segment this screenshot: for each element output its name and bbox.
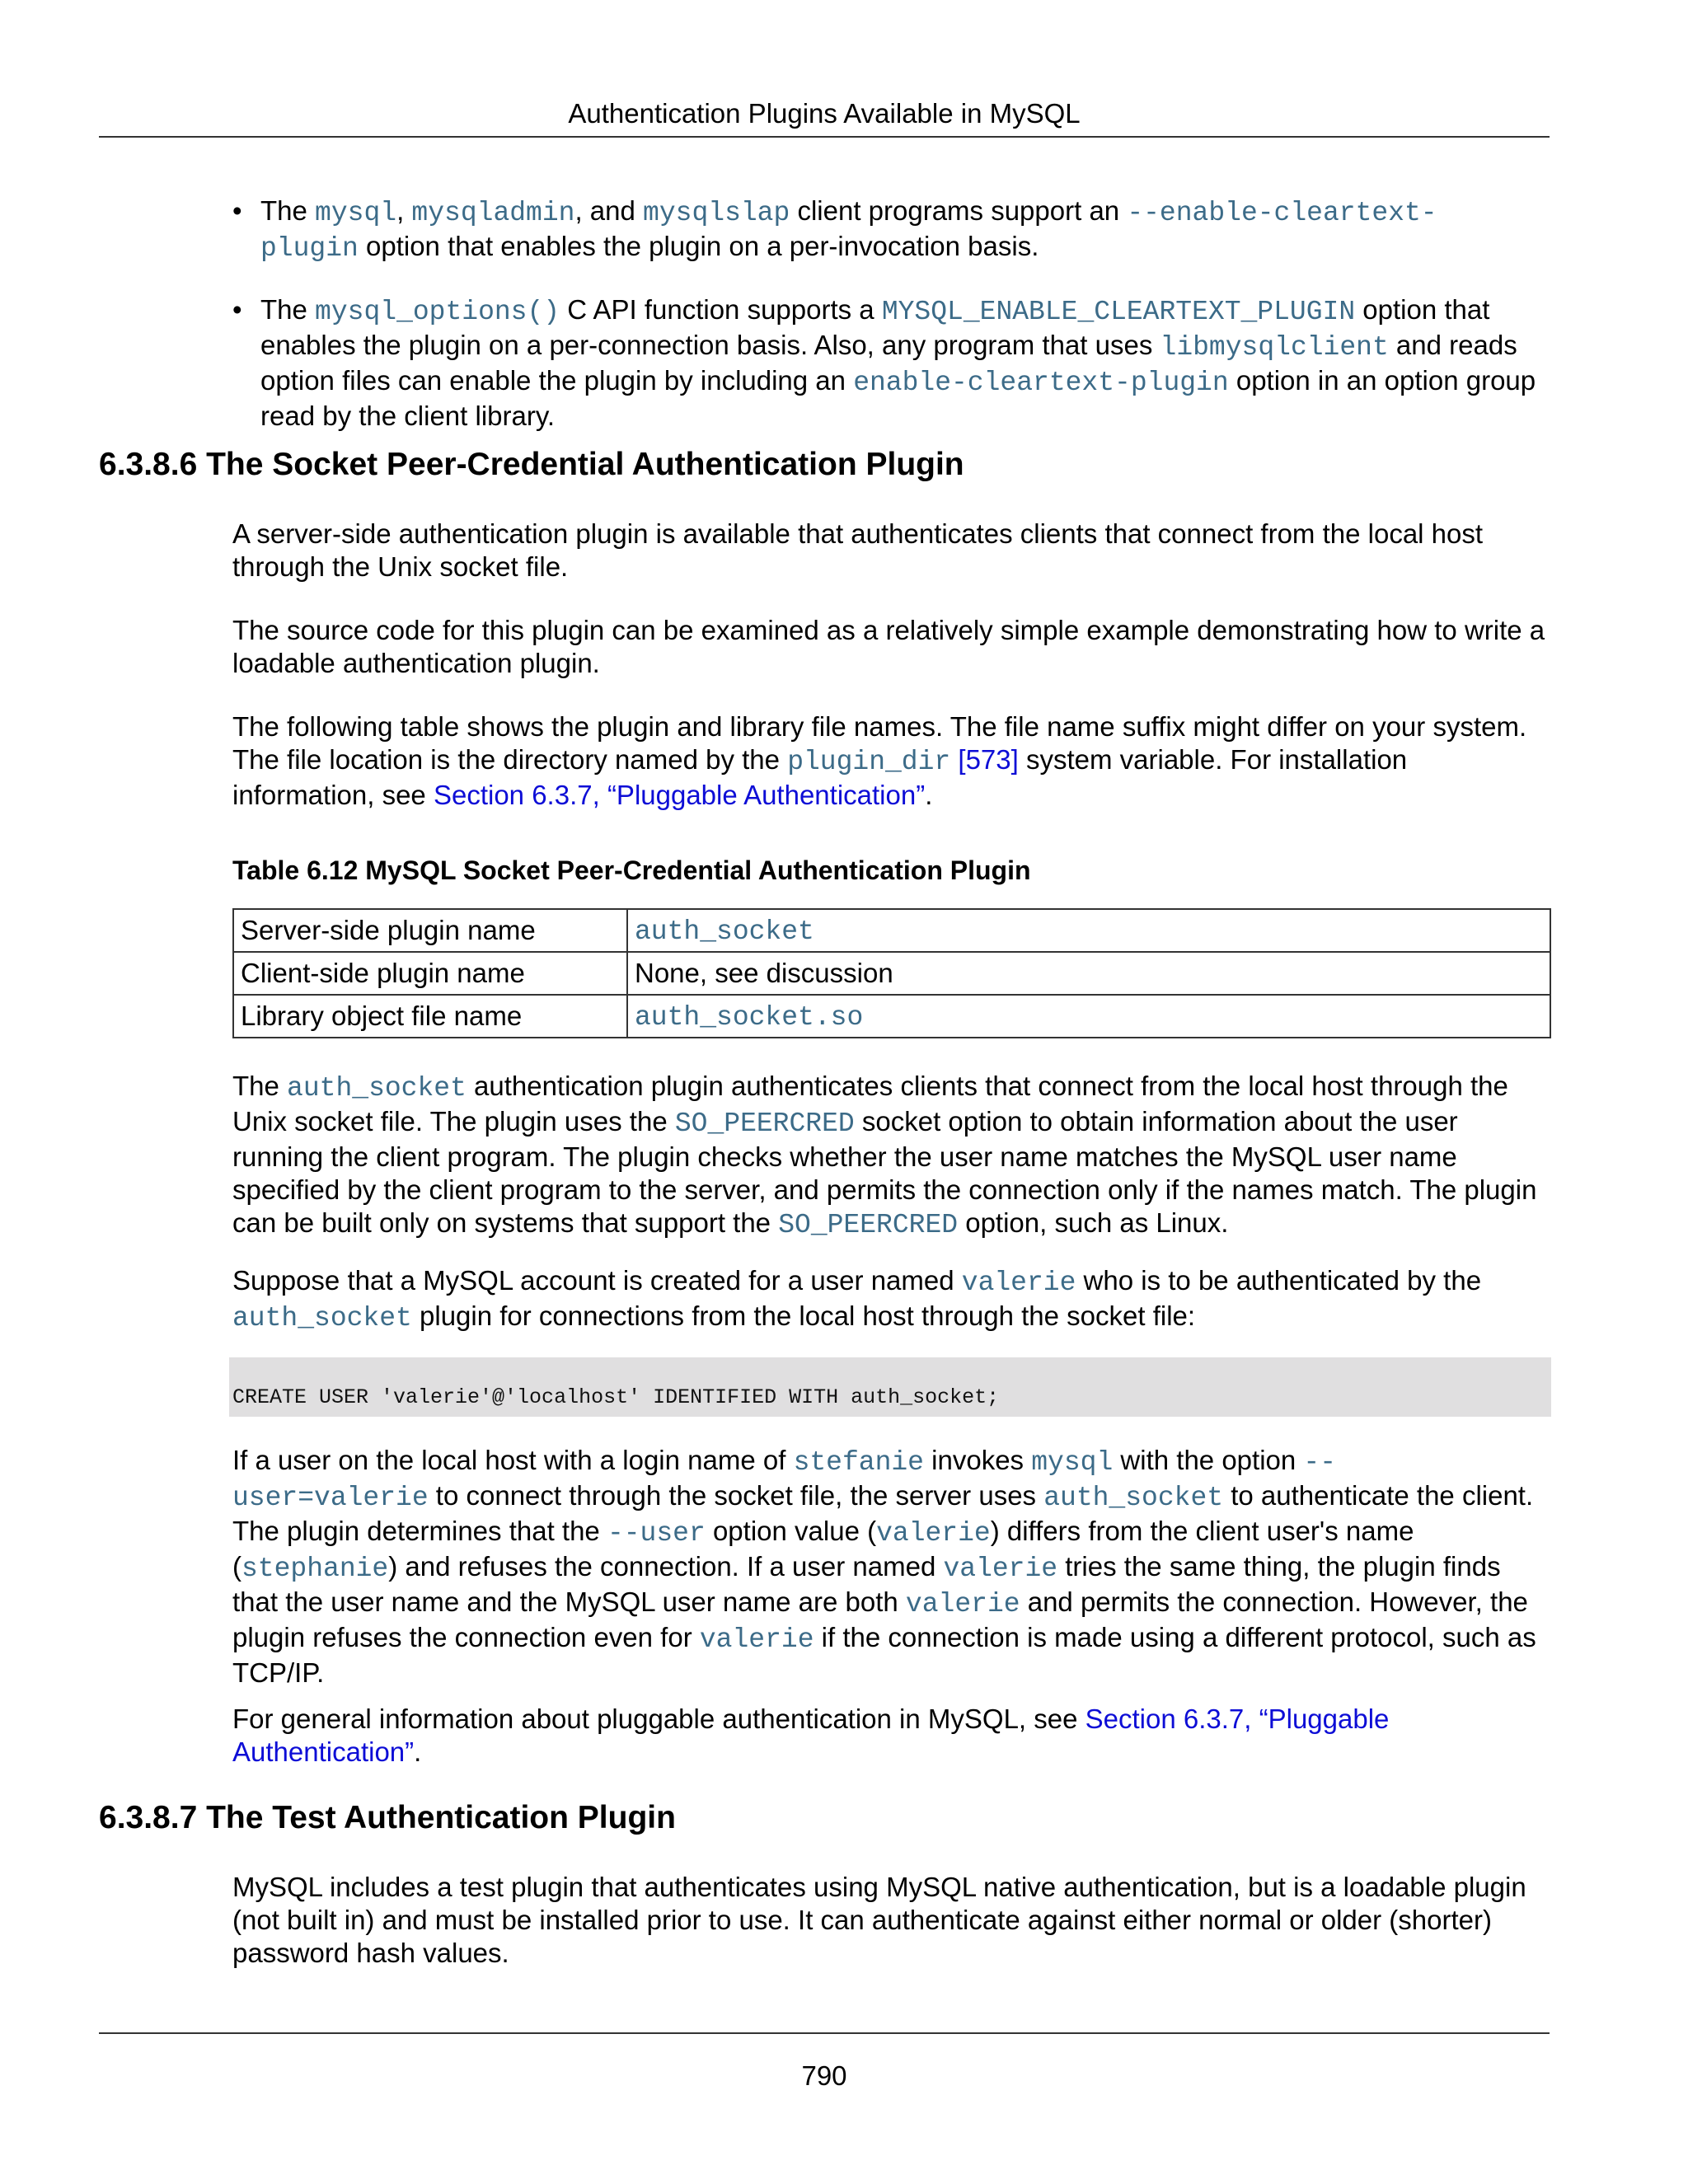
- code-auth-socket-link[interactable]: auth_socket: [1043, 1483, 1224, 1513]
- section-heading: 6.3.8.6 The Socket Peer-Credential Authentication Plugin: [99, 447, 964, 482]
- plugin-info-table: [232, 908, 1551, 1038]
- paragraph: If a user on the local host with a login name of stefanie invokes mysql with the option -- user=valerie to connect through the socket file, the server uses auth_socket to authenticate the client. The plugin determines that the --user option value (valerie) differs from the client user's name (stephanie) and refuses the connection. If a user named valerie tries the same thing, the plugin finds that the user name and the MySQL user name are both valerie and permits the connection. However, the plugin refuses the connection even for valerie if the connection is made using a different protocol, such as TCP/IP.: [232, 1445, 1536, 1688]
- code-user-option-link[interactable]: --user: [607, 1518, 706, 1549]
- code-enable-cleartext-option-link-cont[interactable]: plugin: [260, 233, 359, 264]
- paragraph: The source code for this plugin can be examined as a relatively simple example demonstrating how to write a loadable authentication plugin.: [232, 615, 1545, 678]
- code-cleartext-constant-link[interactable]: MYSQL_ENABLE_CLEARTEXT_PLUGIN: [881, 297, 1356, 327]
- table-cell-value[interactable]: auth_socket.so: [635, 1002, 864, 1033]
- table-row: [233, 995, 1550, 1038]
- list-item: • The mysql, mysqladmin, and mysqlslap client programs support an --enable-cleartext- plugin option that enables the plugin on a per-invocation basis.: [232, 195, 1437, 264]
- table-cell-key: Server-side plugin name: [233, 909, 627, 952]
- page-number: 790: [801, 2060, 847, 2091]
- section-link-pluggable-auth[interactable]: Section 6.3.7, “Pluggable Authentication”: [433, 780, 926, 810]
- code-block: CREATE USER 'valerie'@'localhost' IDENTIFIED WITH auth_socket;: [229, 1357, 1551, 1417]
- section-heading: 6.3.8.7 The Test Authentication Plugin: [99, 1800, 676, 1835]
- code-mysqladmin-link[interactable]: mysqladmin: [411, 198, 575, 228]
- table-cell-key: Library object file name: [233, 995, 627, 1038]
- code-so-peercred-link[interactable]: SO_PEERCRED: [674, 1108, 855, 1139]
- code-mysql-link[interactable]: mysql: [315, 198, 397, 228]
- header-rule: [99, 136, 1550, 138]
- code-valerie: valerie: [876, 1518, 991, 1549]
- table-cell-value[interactable]: auth_socket: [635, 916, 814, 947]
- code-so-peercred-link[interactable]: SO_PEERCRED: [778, 1210, 959, 1240]
- code-valerie: valerie: [961, 1268, 1076, 1298]
- footer-rule: [99, 2032, 1550, 2034]
- code-mysqlslap-link[interactable]: mysqlslap: [643, 198, 790, 228]
- table-cell-key: Client-side plugin name: [233, 952, 627, 995]
- section-link-pluggable-auth[interactable]: Section 6.3.7, “Pluggable Authentication”: [232, 1704, 1390, 1767]
- code-user-option-link[interactable]: --: [1303, 1447, 1337, 1478]
- code-enable-cleartext-plugin-link[interactable]: enable-cleartext-plugin: [853, 368, 1229, 398]
- paragraph: Suppose that a MySQL account is created for a user named valerie who is to be authenticated by the auth_socket plugin for connections from the local host through the socket file:: [232, 1265, 1482, 1333]
- running-header: Authentication Plugins Available in MySQL: [568, 98, 1081, 129]
- paragraph: For general information about pluggable authentication in MySQL, see Section 6.3.7, “Pluggable Authentication”.: [232, 1704, 1390, 1767]
- paragraph: MySQL includes a test plugin that authenticates using MySQL native authentication, but is a loadable plugin (not built in) and must be installed prior to use. It can authenticate against either normal or older (shorter) password hash values.: [232, 1872, 1526, 1968]
- code-valerie: valerie: [943, 1554, 1058, 1584]
- code-libmysqlclient-link[interactable]: libmysqlclient: [1160, 332, 1389, 363]
- bullet-dot: •: [232, 294, 242, 325]
- code-auth-socket-link[interactable]: auth_socket: [232, 1303, 412, 1333]
- list-item: • The mysql_options() C API function supports a MYSQL_ENABLE_CLEARTEXT_PLUGIN option that enables the plugin on a per-connection basis. Also, any program that uses libmysqlclient and reads option files can enable the plugin by including an enable-cleartext-plugin option in an option group read by the client library.: [232, 294, 1536, 431]
- code-stefanie: stefanie: [793, 1447, 924, 1478]
- table-row: [233, 909, 1550, 952]
- bullet-dot: •: [232, 195, 242, 226]
- page-ref-link[interactable]: [573]: [958, 744, 1019, 775]
- code-mysql-options-link[interactable]: mysql_options(): [315, 297, 560, 327]
- code-stephanie: stephanie: [241, 1554, 389, 1584]
- table-row: [233, 952, 1550, 995]
- paragraph: The auth_socket authentication plugin authenticates clients that connect from the local host through the Unix socket file. The plugin uses the SO_PEERCRED socket option to obtain information about the user running the client program. The plugin checks whether the user name matches the MySQL user name specified by the client program to the server, and permits the connection only if the names match. The plugin can be built only on systems that support the SO_PEERCRED option, such as Linux.: [232, 1071, 1537, 1240]
- table-cell-value: None, see discussion: [627, 952, 1550, 995]
- code-auth-socket-link[interactable]: auth_socket: [287, 1073, 467, 1104]
- code-plugin-dir-link[interactable]: plugin_dir: [787, 747, 951, 777]
- code-user-option-link-cont[interactable]: user=valerie: [232, 1483, 429, 1513]
- code-mysql-link[interactable]: mysql: [1031, 1447, 1114, 1478]
- paragraph: A server-side authentication plugin is available that authenticates clients that connect from the local host through the Unix socket file.: [232, 518, 1484, 582]
- code-valerie: valerie: [905, 1589, 1020, 1619]
- bullet-list: [232, 194, 1551, 461]
- paragraph: The following table shows the plugin and library file names. The file name suffix might differ on your system. The file location is the directory named by the plugin_dir [573] system variable. For installation information, see Section 6.3.7, “Pluggable Authentication”.: [232, 711, 1527, 810]
- code-enable-cleartext-option-link[interactable]: --enable-cleartext-: [1127, 198, 1437, 228]
- table-caption: Table 6.12 MySQL Socket Peer-Credential Authentication Plugin: [232, 855, 1031, 885]
- code-valerie: valerie: [699, 1624, 814, 1655]
